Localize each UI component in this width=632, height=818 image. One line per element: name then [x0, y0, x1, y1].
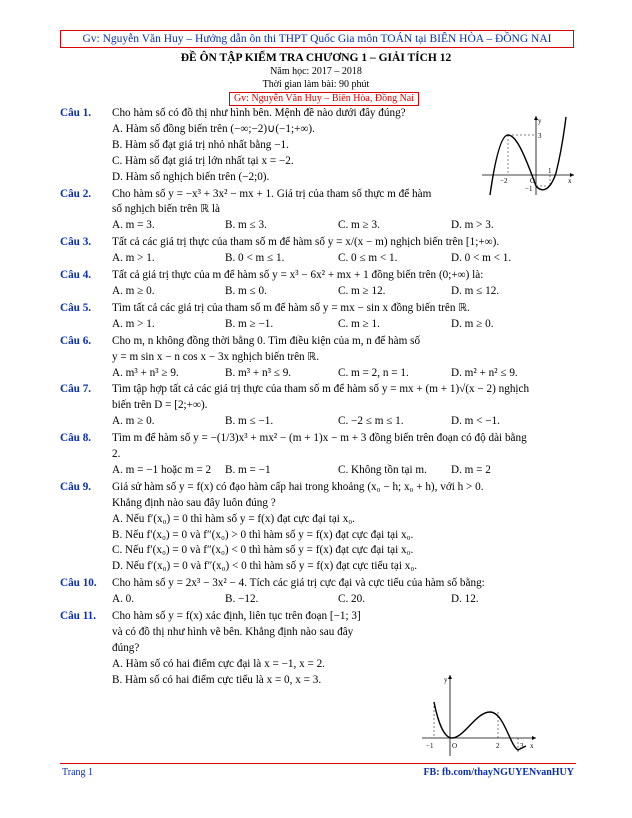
facebook-link[interactable]: FB: fb.com/thayNGUYENvanHUY: [423, 767, 574, 778]
question-text: Tất cả các giá trị thực của tham số m để hàm số y = x/(x − m) nghịch biến trên [1;+∞).: [112, 236, 500, 249]
answer-options: [112, 366, 576, 382]
graph-question-11: [420, 672, 538, 758]
answer-option[interactable]: C. m = 2, n = 1.: [338, 366, 409, 379]
question-number: Câu 4.: [60, 269, 92, 282]
question-number: Câu 7.: [60, 383, 92, 396]
answer-option[interactable]: A. m ≥ 0.: [112, 415, 155, 428]
question-text: Cho hàm số có đồ thị như hình bên. Mệnh đề nào dưới đây đúng?: [112, 107, 406, 119]
question-text: số nghịch biến trên ℝ là: [112, 203, 220, 216]
graph2-tick-3: 3: [520, 742, 524, 750]
question-text: Tất cả giá trị thực của m để hàm số y = x³ − 6x² + mx + 1 đồng biến trên (0;+∞) là:: [112, 269, 484, 282]
question-text: Tìm tập hợp tất cả các giá trị thực của tham số m để hàm số y = mx + (m + 1)√(x − 2) nghịch: [112, 383, 530, 396]
answer-option[interactable]: D. Nếu f′(x₀) = 0 và f″(x₀) < 0 thì hàm số y = f(x) đạt cực tiểu tại x₀.: [112, 560, 418, 573]
answer-option[interactable]: A. Hàm số đồng biến trên (−∞;−2)∪(−1;+∞).: [112, 122, 315, 135]
school-year: Năm học: 2017 – 2018: [270, 66, 362, 77]
question-text: Khẳng định nào sau đây luôn đúng ?: [112, 496, 276, 509]
answer-option[interactable]: A. Nếu f′(x₀) = 0 thì hàm số y = f(x) đạt cực đại tại x₀.: [112, 512, 355, 525]
exam-title: ĐỀ ÔN TẬP KIỂM TRA CHƯƠNG 1 – GIẢI TÍCH 12: [180, 52, 452, 64]
author-box: Gv: Nguyễn Văn Huy – Biên Hòa, Đồng Nai: [229, 92, 419, 106]
answer-option[interactable]: B. m³ + n³ ≤ 9.: [225, 366, 292, 379]
question-4: [60, 268, 576, 300]
graph2-tick-neg1: −1: [426, 742, 434, 750]
answer-option[interactable]: B. Hàm số đạt giá trị nhỏ nhất bằng −1.: [112, 138, 289, 151]
answer-option[interactable]: D. Hàm số nghịch biến trên (−2;0).: [112, 170, 270, 183]
answer-option[interactable]: C. 0 ≤ m < 1.: [338, 252, 398, 265]
graph2-x-label: x: [530, 742, 534, 750]
graph1-tick-neg1: −1: [525, 185, 533, 193]
question-text: Cho hàm số y = f(x) xác định, liên tục trên đoạn [−1; 3]: [112, 610, 361, 623]
question-number: Câu 8.: [60, 432, 92, 445]
graph1-y-label: y: [538, 117, 542, 125]
answer-options: [112, 218, 576, 234]
question-7: [60, 382, 576, 430]
answer-option[interactable]: C. −2 ≤ m ≤ 1.: [338, 415, 404, 428]
answer-options: [112, 317, 576, 333]
question-text: Cho hàm số y = −x³ + 3x² − mx + 1. Giá trị của tham số thực m để hàm: [112, 187, 432, 200]
question-number: Câu 1.: [60, 107, 92, 119]
answer-option[interactable]: A. m > 1.: [112, 252, 155, 265]
answer-option[interactable]: D. 12.: [451, 593, 479, 606]
question-text: đúng?: [112, 641, 140, 654]
page-number: Trang 1: [62, 767, 94, 778]
answer-option[interactable]: C. m ≥ 12.: [338, 284, 386, 297]
question-number: Câu 11.: [60, 610, 97, 623]
question-text: Cho m, n không đồng thời bằng 0. Tìm điều kiện của m, n để hàm số: [112, 334, 421, 347]
question-9: [60, 480, 576, 575]
answer-option[interactable]: A. m > 1.: [112, 317, 155, 330]
question-6: [60, 334, 576, 382]
question-5: [60, 301, 576, 333]
question-text: 2.: [112, 448, 121, 461]
question-number: Câu 3.: [60, 236, 92, 249]
graph1-tick-1: 1: [548, 167, 552, 175]
answer-option[interactable]: C. 20.: [338, 593, 366, 606]
answer-option[interactable]: B. m ≤ 3.: [225, 219, 267, 232]
answer-option[interactable]: A. m³ + n³ ≥ 9.: [112, 366, 179, 379]
question-number: Câu 2.: [60, 187, 92, 200]
answer-option[interactable]: B. m = −1: [225, 463, 271, 476]
question-number: Câu 10.: [60, 577, 97, 590]
graph1-tick-3: 3: [538, 132, 542, 140]
graph1-tick-neg2: −2: [500, 177, 508, 185]
answer-option[interactable]: B. −12.: [225, 593, 259, 606]
answer-option[interactable]: D. m > 3.: [451, 219, 494, 232]
answer-option[interactable]: A. Hàm số có hai điểm cực đại là x = −1, x = 2.: [112, 657, 325, 670]
graph1-origin: O: [530, 177, 536, 185]
graph2-tick-2: 2: [496, 742, 500, 750]
answer-options: [112, 592, 576, 608]
graph1-x-label: x: [568, 177, 572, 185]
answer-options: [112, 251, 576, 267]
graph-question-1: [480, 113, 576, 197]
answer-option[interactable]: C. Không tồn tại m.: [338, 463, 427, 476]
answer-option[interactable]: C. m ≥ 3.: [338, 219, 380, 232]
question-number: Câu 6.: [60, 334, 92, 347]
answer-option[interactable]: C. Nếu f′(x₀) = 0 và f″(x₀) < 0 thì hàm số y = f(x) đạt cực đại tại x₀.: [112, 544, 414, 557]
question-text: Tìm m để hàm số y = −(1/3)x³ + mx² − (m + 1)x − m + 3 đồng biến trên đoạn có độ dài bằng: [112, 432, 527, 445]
question-text: Cho hàm số y = 2x³ − 3x² − 4. Tích các giá trị cực đại và cực tiểu của hàm số bằng:: [112, 577, 485, 590]
question-text: biến trên D = [2;+∞).: [112, 399, 208, 412]
answer-option[interactable]: B. m ≤ −1.: [225, 415, 274, 428]
answer-option[interactable]: D. m² + n² ≤ 9.: [451, 366, 518, 379]
answer-option[interactable]: D. m ≥ 0.: [451, 317, 494, 330]
answer-option[interactable]: C. m ≥ 1.: [338, 317, 380, 330]
question-8: [60, 431, 576, 479]
graph2-y-label: y: [444, 676, 448, 684]
question-number: Câu 5.: [60, 301, 92, 314]
answer-option[interactable]: D. m ≤ 12.: [451, 284, 500, 297]
exam-duration: Thời gian làm bài: 90 phút: [262, 79, 370, 90]
answer-option[interactable]: A. 0.: [112, 593, 135, 606]
graph2-origin: O: [452, 742, 458, 750]
answer-option[interactable]: A. m ≥ 0.: [112, 284, 155, 297]
answer-option[interactable]: D. m = 2: [451, 463, 491, 476]
answer-option[interactable]: B. m ≥ −1.: [225, 317, 274, 330]
answer-option[interactable]: B. 0 < m ≤ 1.: [225, 252, 285, 265]
answer-option[interactable]: C. Hàm số đạt giá trị lớn nhất tại x = −2.: [112, 154, 294, 167]
question-10: [60, 576, 576, 608]
answer-options: [112, 284, 576, 300]
header-banner: Gv: Nguyễn Văn Huy – Hướng dẫn ôn thi THPT Quốc Gia môn TOÁN tại BIÊN HÒA – ĐỒNG NAI: [60, 30, 574, 48]
answer-option[interactable]: B. Nếu f′(x₀) = 0 và f″(x₀) > 0 thì hàm số y = f(x) đạt cực đại tại x₀.: [112, 528, 414, 541]
answer-option[interactable]: D. 0 < m < 1.: [451, 252, 512, 265]
answer-option[interactable]: D. m < −1.: [451, 415, 500, 428]
answer-options: [112, 414, 576, 430]
footer-divider: [60, 763, 576, 764]
answer-option[interactable]: A. m = −1 hoặc m = 2: [112, 463, 212, 476]
question-text: y = m sin x − n cos x − 3x nghịch biến trên ℝ.: [112, 350, 320, 363]
answer-option[interactable]: B. m ≤ 0.: [225, 284, 267, 297]
question-number: Câu 9.: [60, 480, 92, 493]
question-3: [60, 235, 576, 267]
question-text: Giả sử hàm số y = f(x) có đạo hàm cấp hai trong khoảng (x₀ − h; x₀ + h), với h > 0.: [112, 480, 484, 493]
question-text: và có đồ thị như hình vẽ bên. Khẳng định nào sau đây: [112, 626, 354, 638]
answer-option[interactable]: B. Hàm số có hai điểm cực tiểu là x = 0, x = 3.: [112, 673, 322, 686]
question-text: Tìm tất cả các giá trị của tham số m để hàm số y = mx − sin x đồng biến trên ℝ.: [112, 301, 470, 314]
answer-option[interactable]: A. m = 3.: [112, 219, 155, 232]
answer-options: [112, 463, 576, 479]
